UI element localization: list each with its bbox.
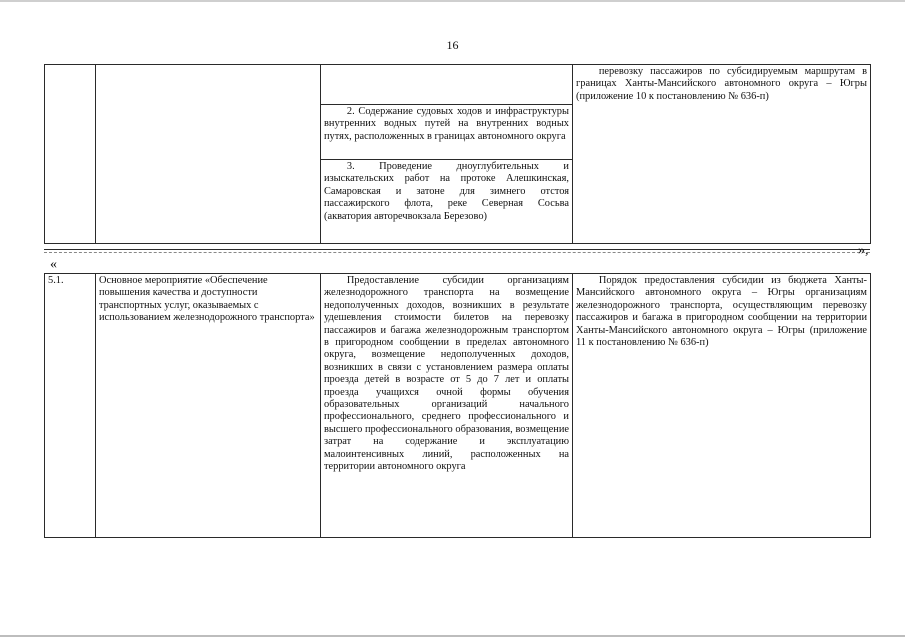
- opening-quote: «: [50, 257, 57, 272]
- main-table: [44, 273, 871, 538]
- scan-bottom-edge: [0, 635, 905, 637]
- table-row: [45, 274, 871, 538]
- scan-top-edge: [0, 0, 905, 2]
- section-divider-dashed: [44, 252, 870, 253]
- table-row: [45, 65, 871, 105]
- activity-cell: [321, 65, 573, 105]
- activity-cell: 2. Содержание судовых ходов и инфраструктуры внутренних водных путей на внутренних водных путях, расположенных в границах автономного округа: [321, 105, 573, 160]
- number-cell: 5.1.: [45, 274, 96, 538]
- number-cell: [45, 65, 96, 244]
- name-cell: Основное мероприятие «Обеспечение повышения качества и доступности транспортных услуг, оказываемых с использованием железнодорожного транспорта»: [96, 274, 321, 538]
- name-cell: [96, 65, 321, 244]
- page-number: 16: [446, 38, 459, 52]
- continuation-table: [44, 64, 871, 244]
- activity-cell: Предоставление субсидии организациям железнодорожного транспорта на возмещение недополученных доходов, возникших в результате удешевления стоимости билетов на перевозку пассажиров и багажа железнодорожным транспортом в пригородном сообщении в пределах автономного округа, возмещение недополученных доходов, возникших в связи с установлением размера оплаты проезда детей в возрасте от 5 до 7 лет и оплаты проезда учащихся очной формы обучения образовательных организаций начального профессионального, среднего профессионального и высшего профессионального образования, возмещение затрат на содержание и эксплуатацию малоинтенсивных линий, расположенных на территории автономного округа: [321, 274, 573, 538]
- closing-quote: »,: [858, 243, 869, 258]
- basis-cell: перевозку пассажиров по субсидируемым маршрутам в границах Ханты-Мансийского автономного округа – Югры (приложение 10 к постановлению № 636-п): [573, 65, 871, 244]
- basis-cell: Порядок предоставления субсидии из бюджета Ханты-Мансийского автономного округа – Югры организациям железнодорожного транспорта, осуществляющим перевозку пассажиров и багажа в пригородном сообщении на территории Ханты-Мансийского автономного округа – Югры (приложение 11 к постановлению № 636-п): [573, 274, 871, 538]
- section-divider: [44, 249, 870, 250]
- activity-cell: 3. Проведение дноуглубительных и изыскательских работ на протоке Алешкинская, Самаровская и затоне для зимнего отстоя пассажирского флота, реке Северная Сосьва (акватория авторечвокзала Березово): [321, 160, 573, 244]
